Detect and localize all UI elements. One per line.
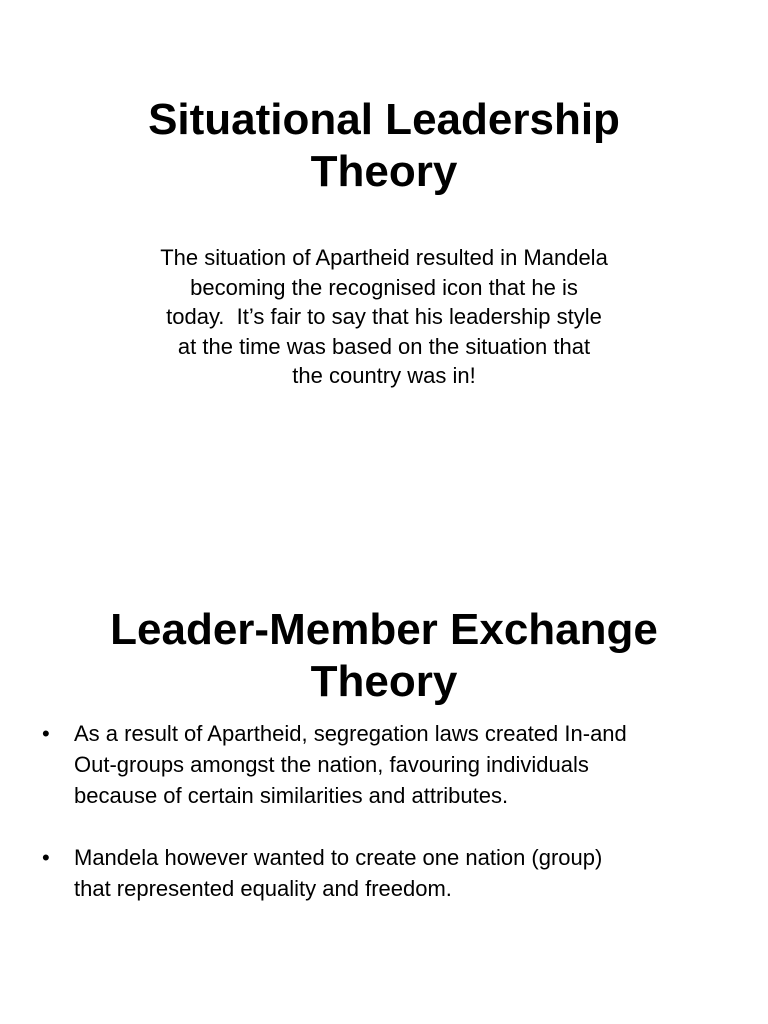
body-line: becoming the recognised icon that he is bbox=[190, 274, 578, 300]
title-line: Leader-Member Exchange bbox=[110, 605, 658, 654]
bullet-line: Mandela however wanted to create one nation (group) bbox=[74, 845, 603, 870]
bullet-item bbox=[40, 718, 740, 811]
bullet-line: As a result of Apartheid, segregation laws created In-and bbox=[74, 721, 627, 746]
slide-body-text bbox=[124, 243, 644, 391]
bullet-line: because of certain similarities and attributes. bbox=[74, 783, 509, 808]
title-line: Theory bbox=[310, 657, 458, 706]
title-line: Situational Leadership bbox=[148, 95, 620, 144]
bullet-line: Out-groups amongst the nation, favouring individuals bbox=[74, 752, 589, 777]
bullet-dot-icon: • bbox=[42, 721, 50, 746]
slide-title bbox=[64, 94, 704, 198]
body-line: The situation of Apartheid resulted in Mandela bbox=[160, 245, 608, 270]
bullet-list bbox=[40, 718, 740, 935]
bullet-line: that represented equality and freedom. bbox=[74, 876, 452, 901]
slide-leader-member-exchange bbox=[0, 512, 768, 1024]
body-line: at the time was based on the situation that bbox=[177, 333, 591, 359]
title-line: Theory bbox=[310, 147, 458, 196]
body-line: today. It’s fair to say that his leadership style bbox=[166, 304, 602, 329]
bullet-dot-icon: • bbox=[42, 845, 50, 870]
body-line: the country was in! bbox=[292, 363, 476, 388]
bullet-item bbox=[40, 842, 740, 904]
slide-title bbox=[40, 604, 728, 708]
